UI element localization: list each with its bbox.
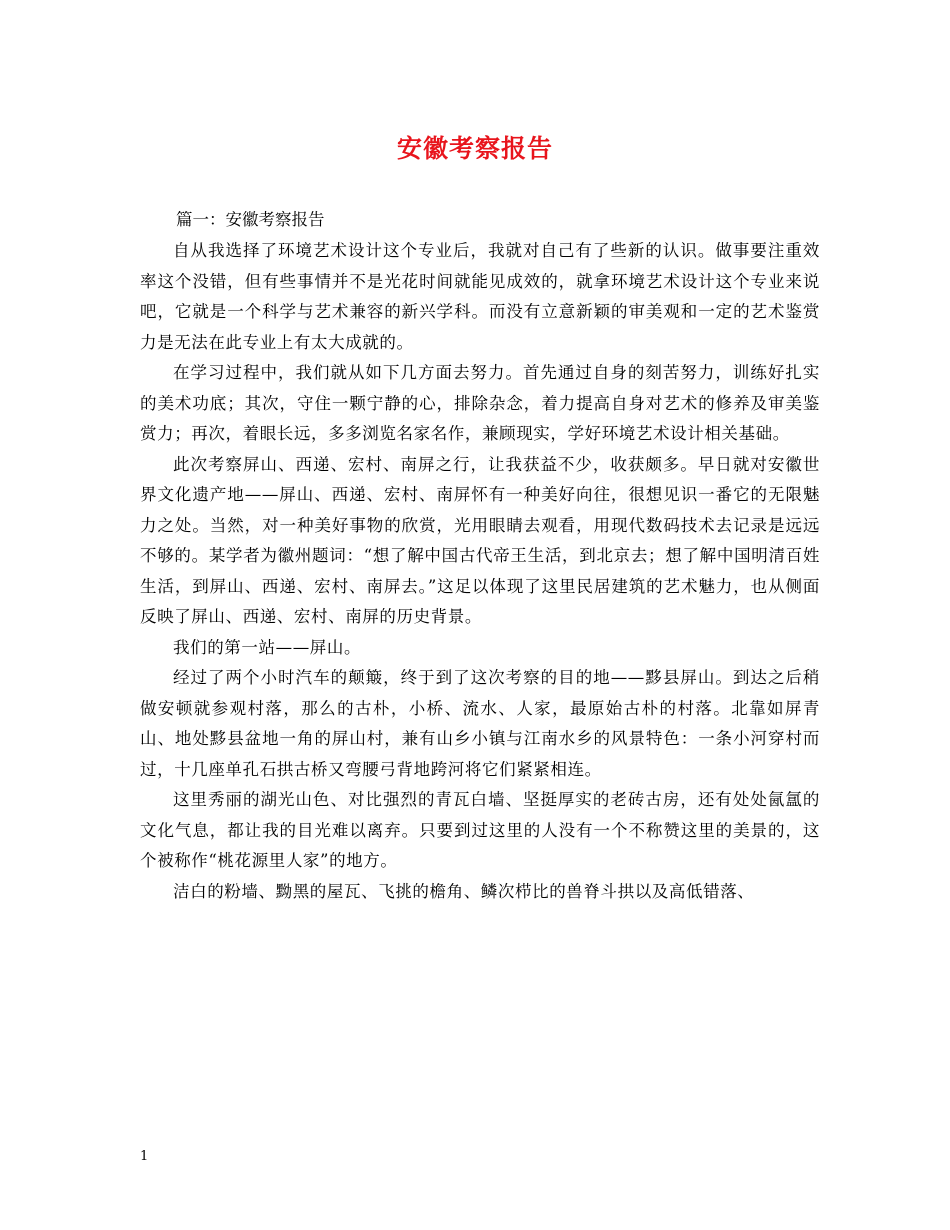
paragraph: 这里秀丽的湖光山色、对比强烈的青瓦白墙、坚挺厚实的老砖古房，还有处处氤氲的文化气息，都让我的目光难以离弃。只要到过这里的人没有一个不称赞这里的美景的，这个被称作“桃花源里人家”的地方。 xyxy=(140,790,820,870)
paragraph: 经过了两个小时汽车的颠簸，终于到了这次考察的目的地——黟县屏山。到达之后稍做安顿就参观村落，那么的古朴，小桥、流水、人家，最原始古朴的村落。北靠如屏青山、地处黟县盆地一角的屏山村，兼有山乡小镇与江南水乡的风景特色：一条小河穿村而过，十几座单孔石拱古桥又弯腰弓背地跨河将它们紧紧相连。 xyxy=(140,668,820,779)
paragraph: 洁白的粉墙、黝黑的屋瓦、飞挑的檐角、鳞次栉比的兽脊斗拱以及高低错落、 xyxy=(173,881,755,901)
page-number: 1 xyxy=(140,1149,149,1164)
document-title: 安徽考察报告 xyxy=(396,134,553,163)
paragraph: 在学习过程中，我们就从如下几方面去努力。首先通过自身的刻苦努力，训练好扎实的美术功底；其次，守住一颗宁静的心，排除杂念，着力提高自身对艺术的修养及审美鉴赏力；再次，着眼长远，多多浏览名家名作，兼顾现实，学好环境艺术设计相关基础。 xyxy=(140,363,820,443)
section-heading: 篇一：安徽考察报告 xyxy=(176,210,325,229)
paragraph: 我们的第一站——屏山。 xyxy=(173,637,362,657)
paragraph: 自从我选择了环境艺术设计这个专业后，我就对自己有了些新的认识。做事要注重效率这个没错，但有些事情并不是光花时间就能见成效的，就拿环境艺术设计这个专业来说吧，它就是一个科学与艺术兼容的新兴学科。而没有立意新颖的审美观和一定的艺术鉴赏力是无法在此专业上有太大成就的。 xyxy=(140,241,820,352)
paragraph: 此次考察屏山、西递、宏村、南屏之行，让我获益不少，收获颇多。早日就对安徽世界文化遗产地——屏山、西递、宏村、南屏怀有一种美好向往，很想见识一番它的无限魅力之处。当然，对一种美好事物的欣赏，光用眼睛去观看，用现代数码技术去记录是远远不够的。某学者为徽州题词：“想了解中国古代帝王生活，到北京去；想了解中国明清百姓生活，到屏山、西递、宏村、南屏去。”这足以体现了这里民居建筑的艺术魅力，也从侧面反映了屏山、西递、宏村、南屏的历史背景。 xyxy=(140,454,820,626)
document-body xyxy=(140,204,820,907)
